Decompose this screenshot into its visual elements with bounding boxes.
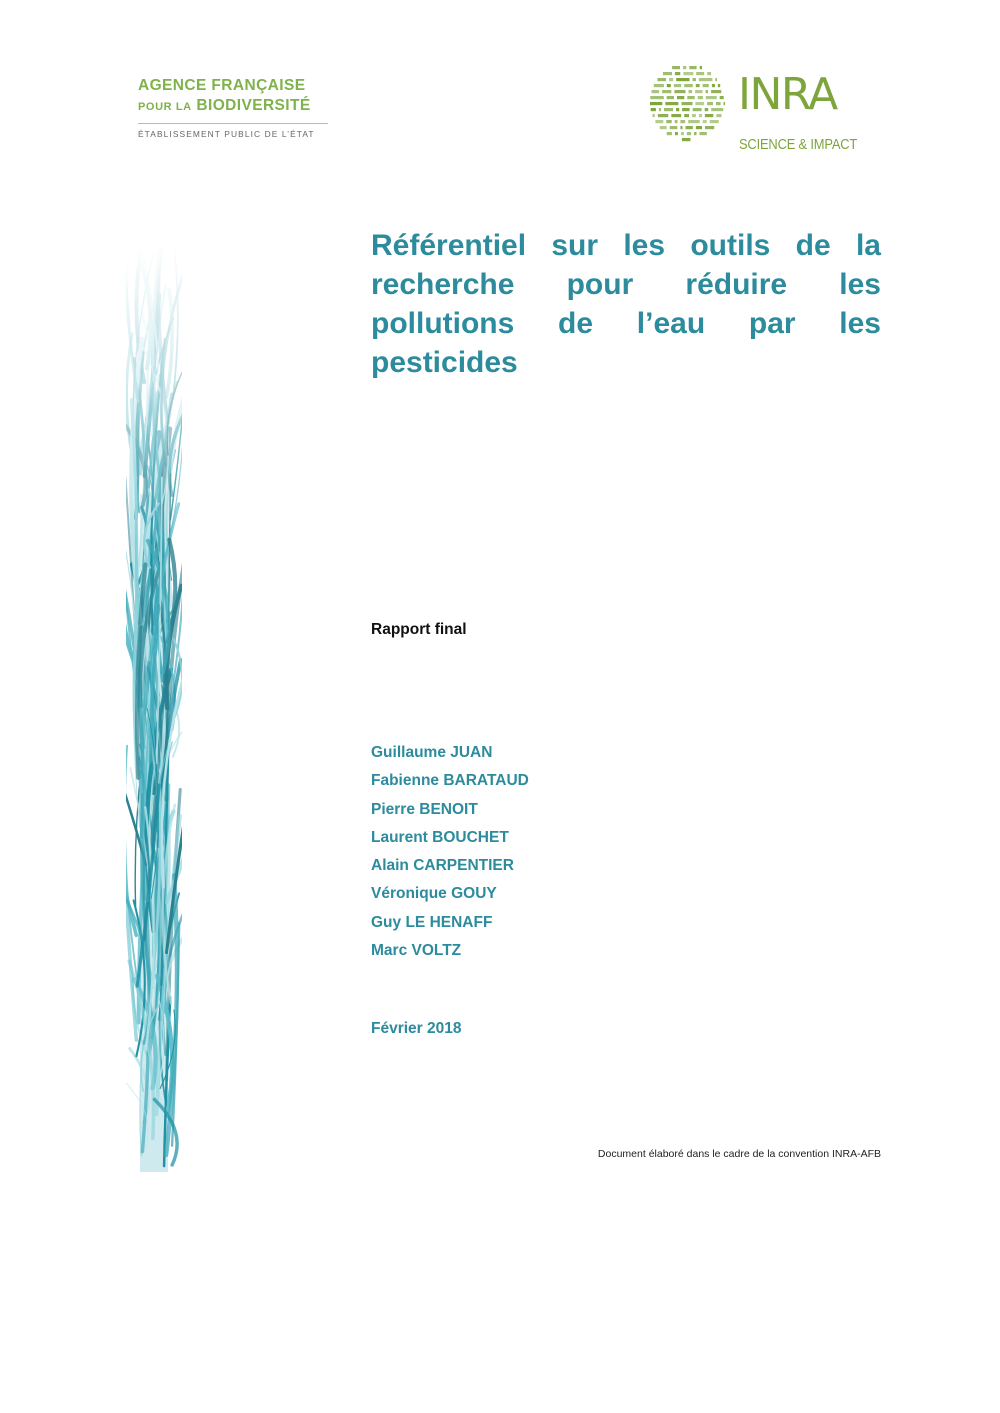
inra-logo [648, 62, 878, 162]
inra-logo-tagline: SCIENCE & IMPACT [739, 136, 858, 153]
afb-logo [138, 76, 338, 146]
afb-logo-divider [138, 123, 328, 124]
author-name: Laurent BOUCHET [371, 828, 509, 846]
afb-logo-line2-small: POUR LA [138, 101, 192, 113]
author-name: Alain CARPENTIER [371, 857, 514, 875]
inra-mark-icon [648, 62, 732, 144]
author-name: Marc VOLTZ [371, 942, 462, 960]
report-type: Rapport final [371, 621, 467, 638]
author-name: Pierre BENOIT [371, 800, 478, 818]
afb-logo-line3: ÉTABLISSEMENT PUBLIC DE L’ÉTAT [138, 129, 315, 139]
convention-note: Document élaboré dans le cadre de la convention INRA-AFB [597, 1148, 881, 1160]
afb-logo-line1: AGENCE FRANÇAISE [138, 77, 306, 94]
document-date: Février 2018 [371, 1020, 462, 1037]
grass-decoration-image [126, 244, 182, 1172]
inra-logo-wordmark: INRA [738, 69, 837, 120]
author-name: Guy LE HENAFF [371, 913, 493, 931]
document-title: Référentiel sur les outils de la recherche pour réduire les pollutions de l’eau par les pesticides [371, 229, 881, 379]
author-name: Guillaume JUAN [371, 744, 493, 761]
afb-logo-line2 [138, 96, 338, 117]
author-name: Véronique GOUY [371, 885, 497, 903]
afb-logo-line2-main: BIODIVERSITÉ [196, 97, 311, 114]
author-list [371, 739, 529, 965]
author-name: Fabienne BARATAUD [371, 772, 529, 790]
